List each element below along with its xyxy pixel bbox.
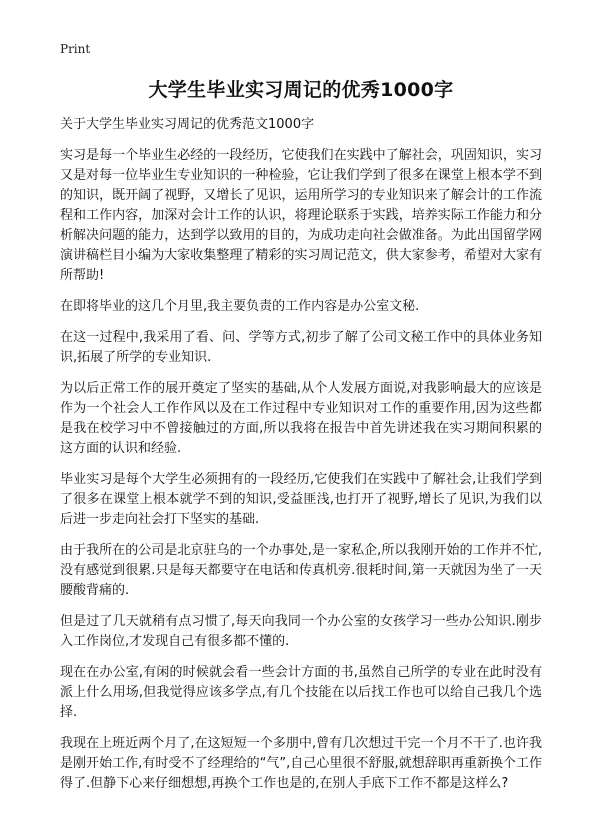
paragraph-1: 实习是每一个毕业生必经的一段经历，它使我们在实践中了解社会，巩固知识，实习又是对每一位毕业生专业知识的一种检验，它让我们学到了很多在课堂上根本学不到的知识，既开阔了视野，又增长了见识，运用所学习的专业知识来了解会计的工作流程和工作内容，加深对会计工作的认识，将理论联系于实践，培养实际工作能力和分析解决问题的能力，达到学以致用的目的，为成功走向社会做准备。为此出国留学网演讲稿栏目小编为大家收集整理了精彩的实习周记范文，供大家参考，希望对大家有所帮助!	[60, 148, 542, 283]
document-body	[60, 146, 542, 794]
document-subtitle: 关于大学生毕业实习周记的优秀范文1000字	[60, 117, 315, 132]
document-title: 大学生毕业实习周记的优秀1000字	[148, 79, 454, 101]
paragraph-3: 在这一过程中,我采用了看、问、学等方式,初步了解了公司文秘工作中的具体业务知识,拓展了所学的专业知识.	[60, 330, 542, 365]
paragraph-7: 但是过了几天就稍有点习惯了,每天向我同一个办公室的女孩学习一些办公知识.刚步入工作岗位,才发现自己有很多都不懂的.	[60, 614, 542, 649]
paragraph-4: 为以后正常工作的展开奠定了坚实的基础,从个人发展方面说,对我影响最大的应该是作为一个社会人工作作风以及在工作过程中专业知识对工作的重要作用,因为这些都是我在校学习中不曾接触过的方面,所以我将在报告中首先讲述我在实习期间积累的这方面的认识和经验.	[60, 381, 542, 456]
paragraph-8: 现在在办公室,有闲的时候就会看一些会计方面的书,虽然自己所学的专业在此时没有派上什么用场,但我觉得应该多学点,有几个技能在以后找工作也可以给自己我几个选择.	[60, 665, 542, 720]
print-label: Print	[60, 42, 91, 56]
paragraph-6: 由于我所在的公司是北京驻乌的一个办事处,是一家私企,所以我刚开始的工作并不忙,没有感觉到很累.只是每天都要守在电话和传真机旁.很耗时间,第一天就因为坐了一天腰酸背痛的.	[60, 543, 542, 598]
paragraph-5: 毕业实习是每个大学生必须拥有的一段经历,它使我们在实践中了解社会,让我们学到了很多在课堂上根本就学不到的知识,受益匪浅,也打开了视野,增长了见识,为我们以后进一步走向社会打下坚实的基础.	[60, 472, 542, 527]
paragraph-9: 我现在上班近两个月了,在这短短一个多朋中,曾有几次想过干完一个月不干了.也许我是刚开始工作,有时受不了经理给的“气”,自己心里很不舒服,就想辞职再重新换个工作得了.但静下心来仔细想想,再换个工作也是的,在别人手底下工作不都是这样么?	[60, 736, 542, 791]
paragraph-2: 在即将毕业的这几个月里,我主要负责的工作内容是办公室文秘.	[60, 299, 420, 314]
